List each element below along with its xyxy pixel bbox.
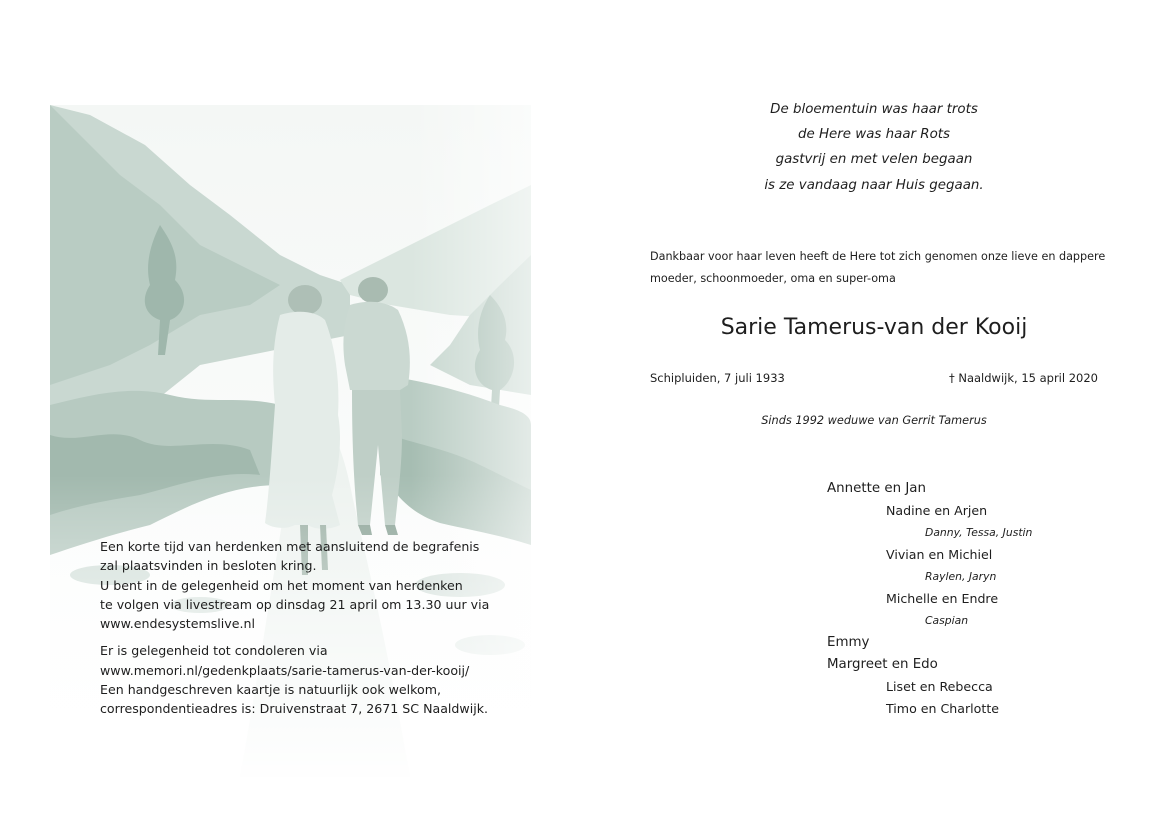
great-grandchildren: Caspian [925, 614, 969, 627]
great-grandchildren: Raylen, Jaryn [925, 570, 997, 583]
grandchild-name: Nadine en Arjen [886, 503, 988, 518]
birth-info: Schipluiden, 7 juli 1933 [650, 371, 785, 385]
condolence-paragraph [100, 641, 520, 718]
condolence-line: Er is gelegenheid tot condoleren via [100, 643, 328, 659]
condolence-link: www.memori.nl/gedenkplaats/sarie-tamerus-van-der-kooij/ [100, 662, 470, 678]
poem-line: De bloementuin was haar trots [770, 102, 978, 117]
grandchild-name: Vivian en Michiel [886, 547, 993, 562]
intro-line: moeder, schoonmoeder, oma en super-oma [650, 272, 896, 285]
poem [650, 99, 1098, 200]
funeral-paragraph [100, 537, 520, 633]
poem-line: gastvrij en met velen begaan [775, 152, 973, 167]
great-grandchildren: Danny, Tessa, Justin [925, 526, 1033, 539]
poem-line: de Here was haar Rots [797, 127, 951, 142]
child-name: Margreet en Edo [827, 657, 938, 672]
deceased-name: Sarie Tamerus-van der Kooij [720, 315, 1028, 340]
funeral-line: zal plaatsvinden in besloten kring. [100, 558, 317, 574]
intro-line: Dankbaar voor haar leven heeft de Here tot zich genomen onze lieve en dappere [650, 250, 1106, 263]
funeral-info [100, 537, 520, 727]
poem-line: is ze vandaag naar Huis gegaan. [764, 178, 984, 193]
announcement-intro [650, 246, 1110, 290]
livestream-link: www.endesystemslive.nl [100, 616, 255, 632]
widow-note: Sinds 1992 weduwe van Gerrit Tamerus [761, 414, 987, 427]
grandchild-name: Michelle en Endre [886, 591, 999, 606]
funeral-line: U bent in de gelegenheid om het moment van herdenken [100, 577, 463, 593]
condolence-line: Een handgeschreven kaartje is natuurlijk ook welkom, [100, 682, 441, 698]
funeral-line: te volgen via livestream op dinsdag 21 april om 13.30 uur via [100, 596, 490, 612]
child-name: Emmy [827, 635, 870, 650]
family-list [827, 478, 1127, 720]
grandchild-name: Timo en Charlotte [886, 701, 1000, 716]
correspondence-address: correspondentieadres is: Druivenstraat 7, 2671 SC Naaldwijk. [100, 701, 489, 717]
grandchild-name: Liset en Rebecca [886, 679, 993, 694]
funeral-line: Een korte tijd van herdenken met aansluitend de begrafenis [100, 539, 480, 554]
child-name: Annette en Jan [827, 481, 926, 496]
death-info: † Naaldwijk, 15 april 2020 [948, 371, 1098, 385]
